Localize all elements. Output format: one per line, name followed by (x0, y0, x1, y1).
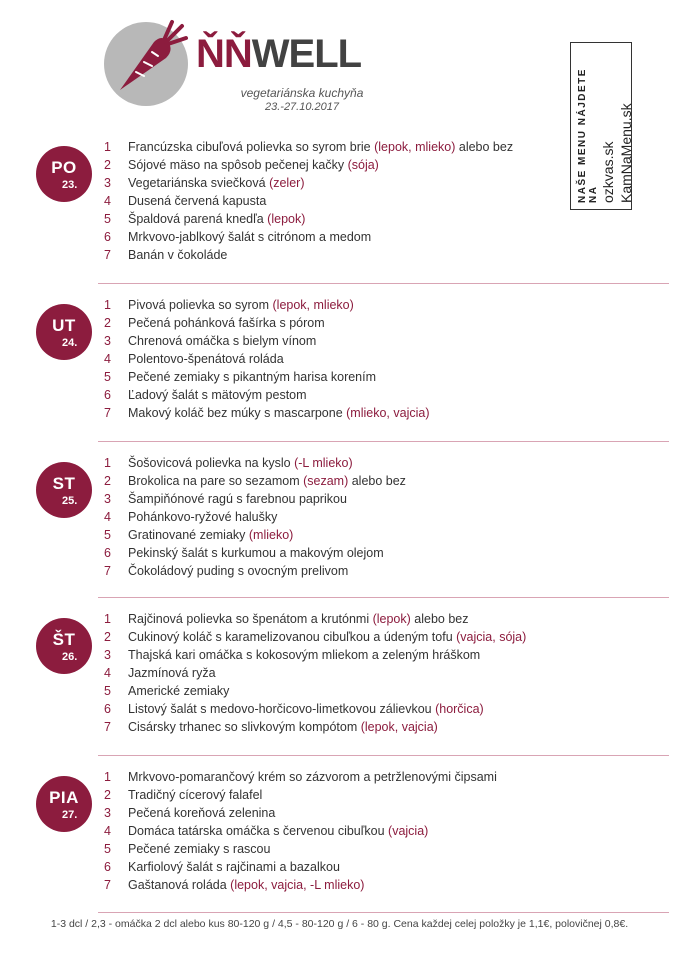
dish-number: 3 (104, 334, 111, 348)
dish-allergens: (mlieko) (248, 528, 294, 542)
dish-name: Vegetariánska sviečková (128, 176, 270, 190)
dish-name: Pečené zemiaky s pikantným harisa korením (128, 370, 377, 384)
dish-number: 4 (104, 824, 111, 838)
dish-allergens: (zeler) (269, 176, 305, 190)
dish-item (104, 664, 526, 682)
dish-list (104, 768, 497, 894)
dish-number: 5 (104, 842, 111, 856)
dish-allergens: (lepok) (372, 612, 411, 626)
dish-number: 4 (104, 666, 111, 680)
dish-name: Mrkvovo-pomarančový krém so zázvorom a petržlenovými čipsami (128, 770, 497, 784)
dish-number: 2 (104, 158, 111, 172)
dish-list (104, 610, 526, 736)
dish-item (104, 562, 406, 580)
dish-suffix: alebo bez (348, 474, 406, 488)
dish-number: 3 (104, 176, 111, 190)
dish-item (104, 138, 513, 156)
dish-number: 6 (104, 388, 111, 402)
dish-number: 5 (104, 212, 111, 226)
day-badge (36, 776, 92, 832)
dish-number: 6 (104, 702, 111, 716)
dish-name: Chrenová omáčka s bielym vínom (128, 334, 317, 348)
dish-name: Ľadový šalát s mätovým pestom (128, 388, 307, 402)
day-abbr: PO (51, 158, 77, 177)
dish-allergens: (vajcia, sója) (456, 630, 527, 644)
dish-item (104, 472, 406, 490)
tagline: vegetariánska kuchyňa (240, 86, 364, 100)
dish-allergens: (lepok) (267, 212, 306, 226)
day-date: 27. (62, 809, 78, 821)
dish-number: 4 (104, 510, 111, 524)
section-divider (98, 912, 669, 913)
day-abbr: PIA (49, 788, 79, 807)
dish-list (104, 138, 513, 264)
dish-name: Sójové mäso na spôsob pečenej kačky (128, 158, 348, 172)
dish-item (104, 404, 430, 422)
menu-dates: 23.-27.10.2017 (264, 101, 339, 113)
day-abbr: UT (52, 316, 76, 335)
dish-name: Americké zemiaky (128, 684, 230, 698)
dish-number: 1 (104, 770, 111, 784)
side-link-ozkvas[interactable]: ozkvas.sk (600, 141, 616, 203)
dish-name: Tradičný cícerový falafel (128, 788, 263, 802)
dish-item (104, 386, 430, 404)
dish-allergens: (lepok, vajcia) (360, 720, 438, 734)
dish-allergens: (-L mlieko) (294, 456, 353, 470)
dish-number: 3 (104, 492, 111, 506)
dish-number: 6 (104, 860, 111, 874)
dish-item (104, 682, 526, 700)
dish-name: Listový šalát s medovo-horčicovo-limetkovou zálievkou (128, 702, 436, 716)
dish-name: Banán v čokoláde (128, 248, 228, 262)
side-heading: NAŠE MENU NÁJDETE NA (577, 68, 599, 203)
dish-name: Šošovicová polievka na kyslo (128, 456, 295, 470)
dish-number: 7 (104, 406, 111, 420)
dish-name: Rajčinová polievka so špenátom a krutónmi (128, 612, 373, 626)
dish-name: Šampiňónové ragú s farebnou paprikou (128, 492, 347, 506)
dish-name: Čokoládový puding s ovocným prelivom (128, 564, 349, 578)
dish-item (104, 822, 497, 840)
dish-item (104, 350, 430, 368)
dish-name: Polentovo-špenátová roláda (128, 352, 284, 366)
dish-item (104, 804, 497, 822)
dish-allergens: (lepok, mlieko) (374, 140, 456, 154)
dish-name: Cisársky trhanec so slivkovým kompótom (128, 720, 361, 734)
dish-number: 3 (104, 806, 111, 820)
dish-item (104, 508, 406, 526)
dish-allergens: (lepok, vajcia, -L mlieko) (230, 878, 365, 892)
dish-name: Karfiolový šalát s rajčinami a bazalkou (128, 860, 340, 874)
dish-allergens: (mlieko, vajcia) (346, 406, 430, 420)
day-date: 24. (62, 337, 78, 349)
dish-name: Domáca tatárska omáčka s červenou cibuľkou (128, 824, 389, 838)
brand-name (196, 32, 361, 77)
dish-item (104, 646, 526, 664)
dish-number: 7 (104, 720, 111, 734)
dish-number: 5 (104, 684, 111, 698)
dish-name: Gratinované zemiaky (128, 528, 249, 542)
dish-item (104, 786, 497, 804)
dish-item (104, 526, 406, 544)
dish-number: 4 (104, 194, 111, 208)
dish-name: Dusená červená kapusta (128, 194, 267, 208)
dish-name: Gaštanová roláda (128, 878, 231, 892)
dish-name: Mrkvovo-jablkový šalát s citrónom a medom (128, 230, 372, 244)
dish-item (104, 490, 406, 508)
dish-item (104, 368, 430, 386)
dish-item (104, 454, 406, 472)
day-badge (36, 304, 92, 360)
menu-website-box (570, 42, 632, 210)
dish-item (104, 296, 430, 314)
dish-item (104, 700, 526, 718)
dish-allergens: (vajcia) (388, 824, 429, 838)
dish-item (104, 876, 497, 894)
dish-item (104, 156, 513, 174)
dish-list (104, 296, 430, 422)
dish-number: 1 (104, 456, 111, 470)
dish-number: 2 (104, 788, 111, 802)
dish-allergens: (sója) (347, 158, 379, 172)
dish-number: 2 (104, 630, 111, 644)
dish-number: 7 (104, 248, 111, 262)
dish-name: Pohánkovo-ryžové halušky (128, 510, 278, 524)
dish-number: 2 (104, 474, 111, 488)
dish-item (104, 192, 513, 210)
dish-allergens: (lepok, mlieko) (272, 298, 354, 312)
section-divider (98, 755, 669, 756)
dish-number: 1 (104, 298, 111, 312)
dish-number: 7 (104, 564, 111, 578)
dish-number: 7 (104, 878, 111, 892)
dish-item (104, 628, 526, 646)
dish-item (104, 210, 513, 228)
dish-number: 3 (104, 648, 111, 662)
day-date: 23. (62, 179, 78, 191)
day-abbr: ŠT (52, 630, 76, 649)
day-badge (36, 462, 92, 518)
dish-name: Pečené zemiaky s rascou (128, 842, 271, 856)
dish-allergens: (sezam) (303, 474, 349, 488)
dish-item (104, 610, 526, 628)
dish-name: Pečená pohánková fašírka s pórom (128, 316, 325, 330)
dish-item (104, 174, 513, 192)
dish-item (104, 768, 497, 786)
side-link-kamnamenu[interactable]: KamNaMenu.sk (618, 103, 634, 203)
carrot-icon (110, 20, 190, 100)
dish-item (104, 246, 513, 264)
logo (104, 18, 394, 118)
dish-item (104, 544, 406, 562)
dish-item (104, 718, 526, 736)
day-abbr: ST (52, 474, 76, 493)
dish-item (104, 228, 513, 246)
dish-item (104, 332, 430, 350)
dish-number: 6 (104, 230, 111, 244)
section-divider (98, 441, 669, 442)
dish-number: 6 (104, 546, 111, 560)
dish-item (104, 840, 497, 858)
dish-allergens: (horčica) (435, 702, 484, 716)
day-badge (36, 618, 92, 674)
brand-prefix: ŇŇ (196, 32, 252, 76)
dish-name: Pečená koreňová zelenina (128, 806, 276, 820)
dish-name: Pivová polievka so syrom (128, 298, 273, 312)
dish-name: Brokolica na pare so sezamom (128, 474, 304, 488)
dish-name: Makový koláč bez múky s mascarpone (128, 406, 347, 420)
dish-name: Pekinský šalát s kurkumou a makovým olejom (128, 546, 384, 560)
dish-suffix: alebo bez (410, 612, 469, 626)
dish-number: 1 (104, 140, 111, 154)
dish-name: Thajská kari omáčka s kokosovým mliekom a zeleným hráškom (128, 648, 481, 662)
brand-word: WELL (251, 32, 362, 76)
dish-name: Cukinový koláč s karamelizovanou cibuľkou a údeným tofu (128, 630, 457, 644)
dish-number: 2 (104, 316, 111, 330)
day-badge (36, 146, 92, 202)
dish-number: 4 (104, 352, 111, 366)
dish-name: Jazmínová ryža (128, 666, 216, 680)
dish-number: 5 (104, 370, 111, 384)
dish-name: Francúzska cibuľová polievka so syrom brie (128, 140, 375, 154)
day-date: 25. (62, 495, 78, 507)
dish-number: 5 (104, 528, 111, 542)
section-divider (98, 597, 669, 598)
dish-item (104, 314, 430, 332)
dish-item (104, 858, 497, 876)
dish-name: Špaldová parená knedľa (128, 212, 268, 226)
dish-list (104, 454, 406, 580)
dish-number: 1 (104, 612, 111, 626)
section-divider (98, 283, 669, 284)
footer-note: 1-3 dcl / 2,3 - omáčka 2 dcl alebo kus 80-120 g / 4,5 - 80-120 g / 6 - 80 g. Cena každej celej položky je 1,1€, polovičnej 0,8€. (50, 918, 629, 930)
dish-suffix: alebo bez (455, 140, 514, 154)
day-date: 26. (62, 651, 78, 663)
